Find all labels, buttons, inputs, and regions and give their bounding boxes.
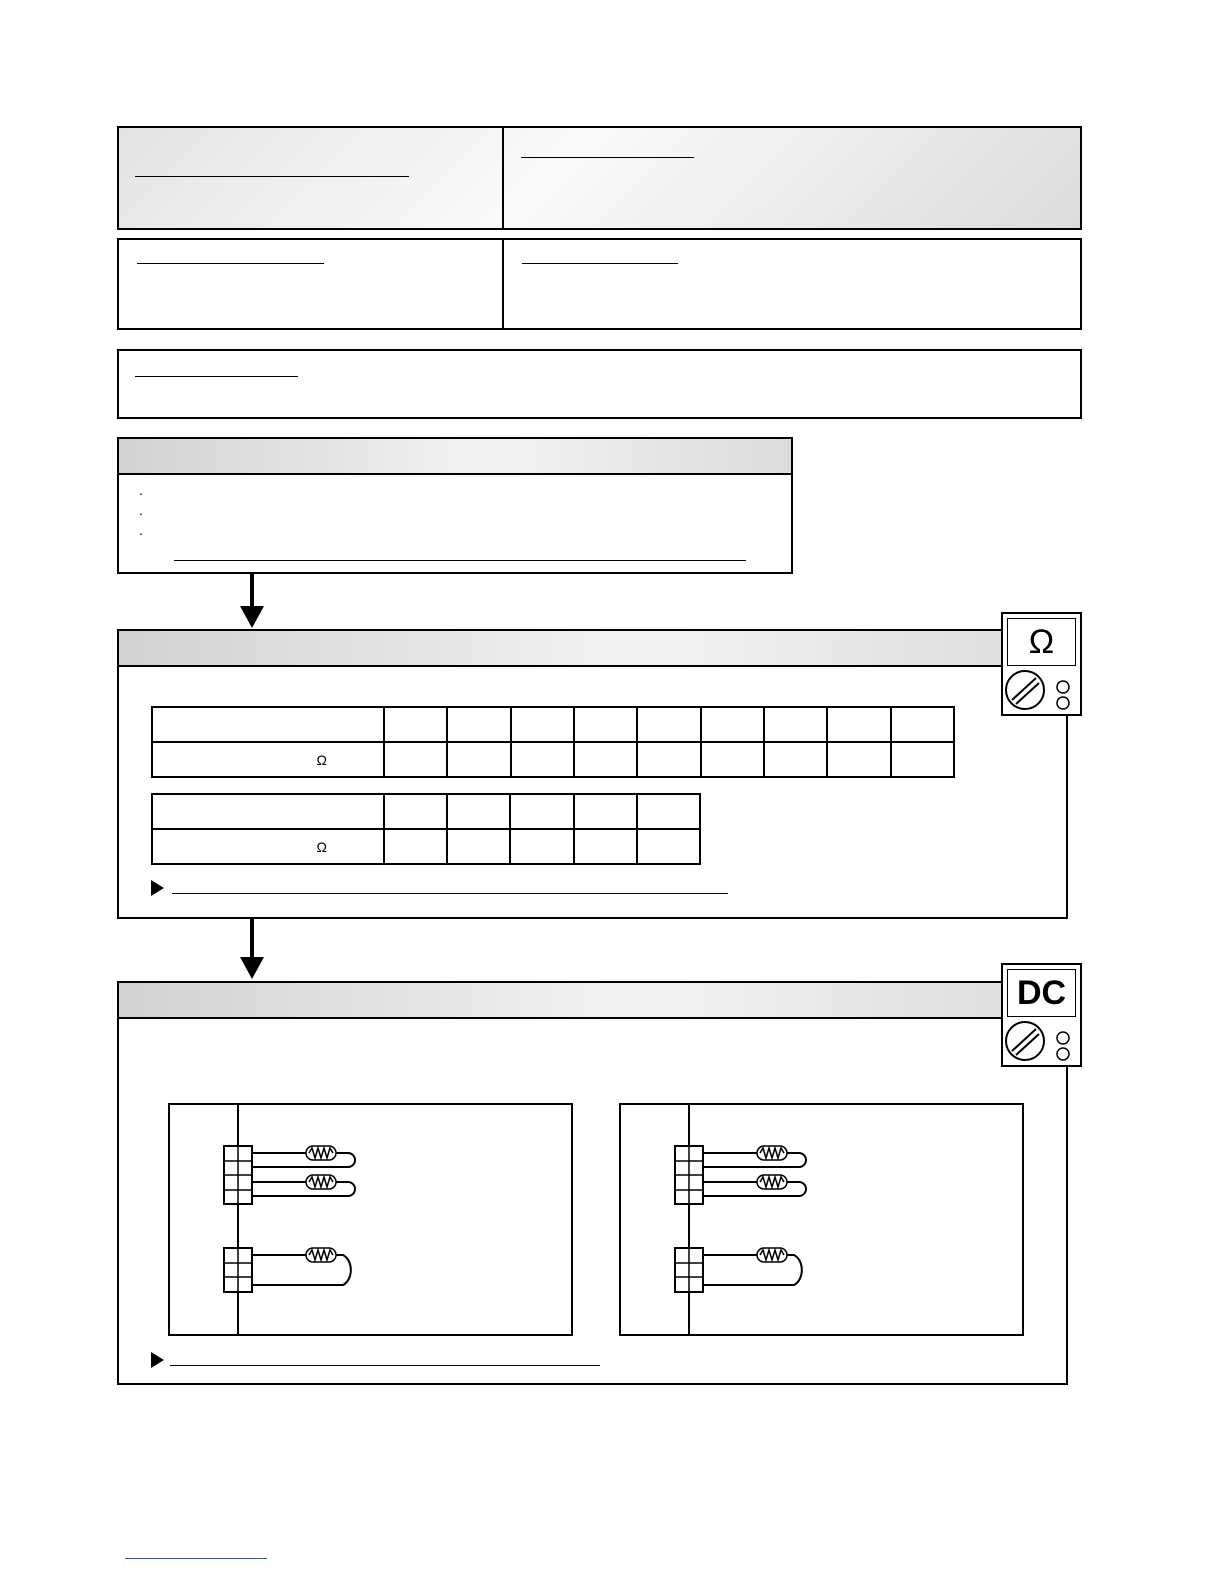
dc-meter-display: DC	[1007, 969, 1076, 1017]
connector-diagram-left	[168, 1103, 573, 1336]
ohm-meter-display: Ω	[1007, 618, 1076, 666]
check-step-underline	[174, 560, 746, 561]
resistance-table-2	[151, 793, 701, 865]
resistance-table-1	[151, 706, 955, 778]
header-left-underline	[135, 176, 409, 177]
flow-arrow-1-head	[240, 606, 264, 628]
dial-icon	[1001, 963, 1082, 1067]
bullet-2: .	[139, 502, 143, 518]
check-step-box	[117, 437, 793, 574]
voltage-check-header	[119, 983, 1066, 1019]
dc-meter-icon	[1001, 963, 1082, 1067]
bullet-1: .	[139, 482, 143, 498]
pointer-icon	[151, 880, 164, 896]
resistance-check-header	[119, 631, 1066, 667]
table1-label-cell	[152, 707, 384, 742]
detail-info-box	[117, 238, 1082, 330]
dial-icon	[1001, 612, 1082, 716]
voltage-result-underline	[170, 1365, 600, 1366]
ohm-symbol: Ω	[316, 838, 327, 855]
table1-resistance-label	[152, 742, 384, 777]
header-left-cell	[119, 128, 504, 228]
header-right-underline	[521, 157, 694, 158]
note-underline	[135, 376, 298, 377]
detail-right-underline	[522, 263, 678, 264]
footer-link-underline[interactable]	[125, 1558, 267, 1559]
detail-left-cell	[119, 240, 504, 328]
detail-left-underline	[137, 263, 324, 264]
connector-diagram-right	[619, 1103, 1024, 1336]
flow-arrow-2-head	[240, 957, 264, 979]
voltage-check-box	[117, 981, 1068, 1385]
table2-label-cell	[152, 794, 384, 829]
resistance-result-underline	[172, 893, 728, 894]
table2-resistance-label	[152, 829, 384, 864]
resistance-check-box	[117, 629, 1068, 919]
flow-arrow-2-shaft	[250, 919, 254, 959]
flow-arrow-1-shaft	[250, 574, 254, 608]
header-info-box	[117, 126, 1082, 230]
bullet-3: .	[139, 522, 143, 538]
pointer-icon	[151, 1352, 164, 1368]
ohm-symbol: Ω	[316, 751, 327, 768]
note-box	[117, 349, 1082, 419]
ohm-meter-icon	[1001, 612, 1082, 716]
check-step-header	[119, 439, 791, 475]
